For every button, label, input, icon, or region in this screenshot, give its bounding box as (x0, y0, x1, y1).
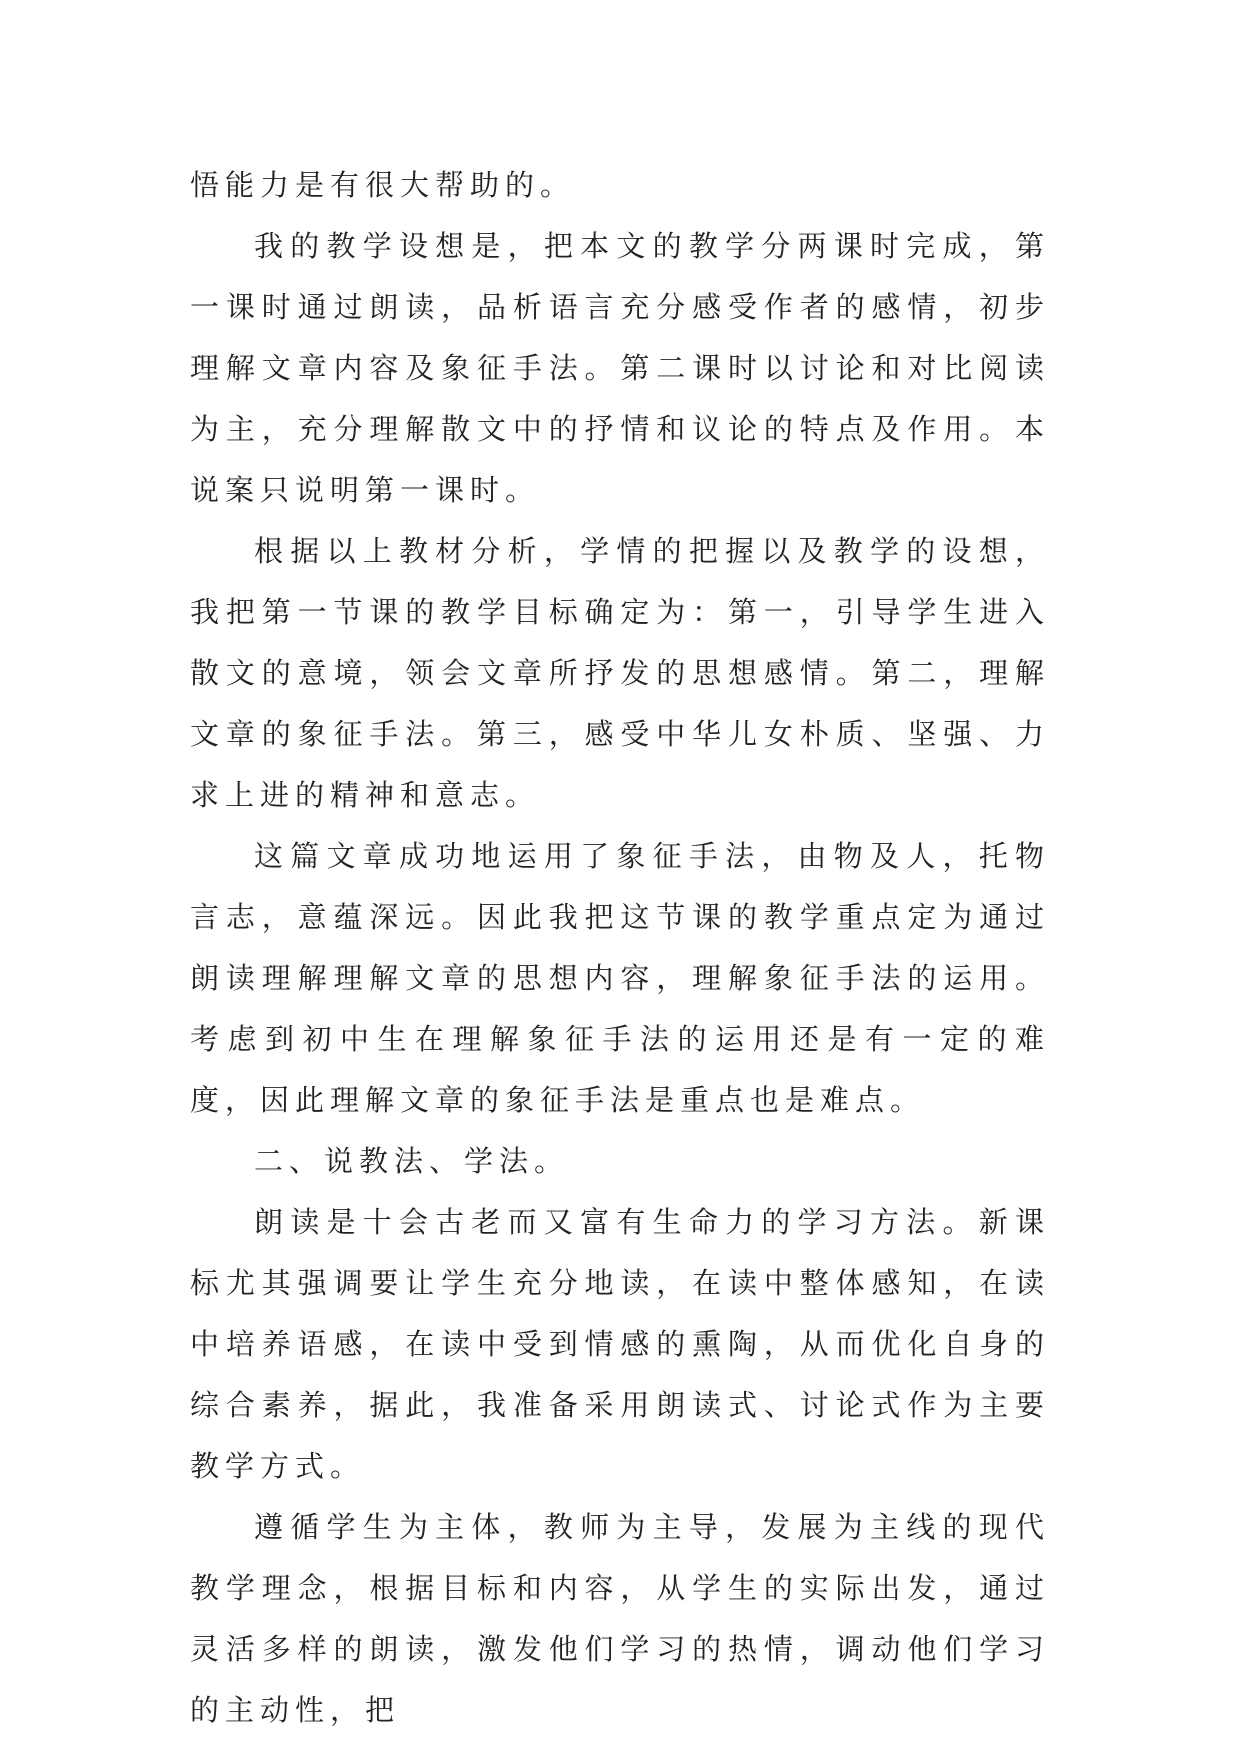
paragraph-6: 遵循学生为主体，教师为主导，发展为主线的现代教学理念，根据目标和内容，从学生的实际出发，通过灵活多样的朗读，激发他们学习的热情，调动他们学习的主动性，把 (190, 1510, 1050, 1727)
paragraph-3: 根据以上教材分析，学情的把握以及教学的设想，我把第一节课的教学目标确定为：第一，引导学生进入散文的意境，领会文章所抒发的思想感情。第二，理解文章的象征手法。第三，感受中华儿女朴质、坚强、力求上进的精神和意志。 (190, 534, 1050, 812)
paragraph-4: 这篇文章成功地运用了象征手法，由物及人，托物言志，意蕴深远。因此我把这节课的教学重点定为通过朗读理解理解文章的思想内容，理解象征手法的运用。考虑到初中生在理解象征手法的运用还是有一定的难度，因此理解文章的象征手法是重点也是难点。 (190, 839, 1050, 1117)
paragraph-2: 我的教学设想是，把本文的教学分两课时完成，第一课时通过朗读，品析语言充分感受作者的感情，初步理解文章内容及象征手法。第二课时以讨论和对比阅读为主，充分理解散文中的抒情和议论的特点及作用。本说案只说明第一课时。 (190, 229, 1050, 507)
section-heading-teaching-methods: 二、说教法、学法。 (254, 1144, 570, 1178)
document-body (190, 155, 1050, 1741)
paragraph-5: 朗读是十会古老而又富有生命力的学习方法。新课标尤其强调要让学生充分地读，在读中整体感知，在读中培养语感，在读中受到情感的熏陶，从而优化自身的综合素养，据此，我准备采用朗读式、讨论式作为主要教学方式。 (190, 1205, 1050, 1483)
paragraph-1: 悟能力是有很大帮助的。 (190, 168, 576, 202)
